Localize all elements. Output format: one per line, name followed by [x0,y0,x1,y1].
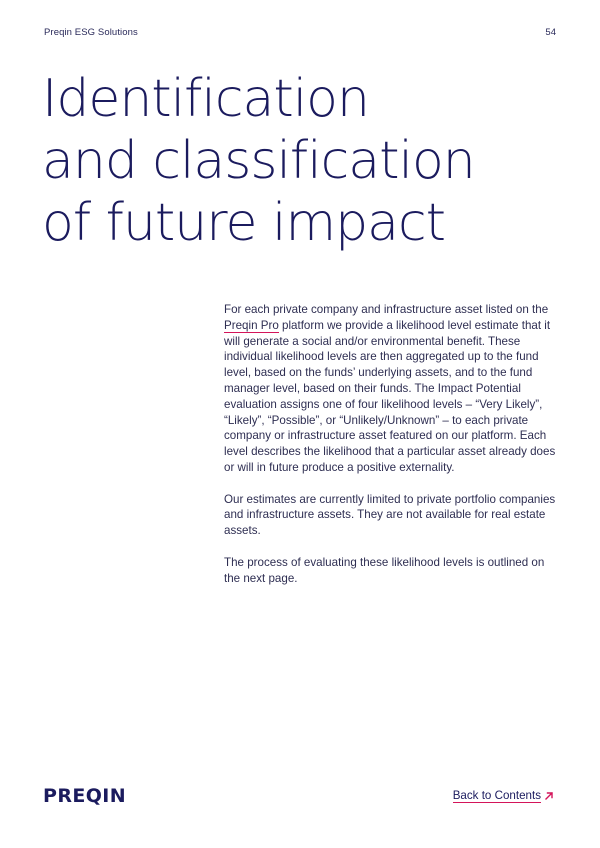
paragraph-1-start: For each private company and infrastructure asset listed on the [224,303,549,316]
paragraph-3: The process of evaluating these likelihood levels is outlined on the next page. [224,555,545,585]
title-line-2: and classification [42,131,475,191]
paragraph-2: Our estimates are currently limited to private portfolio companies and infrastructure assets. They are not available for real estate assets. [224,492,556,538]
back-to-contents-label[interactable]: Back to Contents [452,789,541,802]
preqin-logo: PREQIN [43,785,127,807]
arrow-up-right-icon [544,791,554,801]
page-number: 54 [545,27,556,38]
back-to-contents-link[interactable] [453,789,554,803]
title-line-1: Identification [42,69,369,129]
body-text [224,302,559,602]
page-title [42,68,475,254]
header-section-title: Preqin ESG Solutions [44,27,138,38]
paragraph-1-end: platform we provide a likelihood level estimate that it will generate a social and/or environmental benefit. These individual likelihood levels are then aggregated up to the fund level, based on the funds’ underlying assets, and to the fund manager level, based on their funds. The Impact Potential evaluation assigns one of four likelihood levels – “Very Likely”, “Likely”, “Possible”, or “Unlikely/Unknown” – to each private company or infrastructure asset featured on our platform. Each level describes the likelihood that a particular asset already does or will in future produce a positive externality. [224,318,556,474]
title-line-3: of future impact [42,193,445,253]
preqin-pro-link[interactable]: Preqin Pro [224,318,279,332]
paragraph-1 [224,302,559,476]
